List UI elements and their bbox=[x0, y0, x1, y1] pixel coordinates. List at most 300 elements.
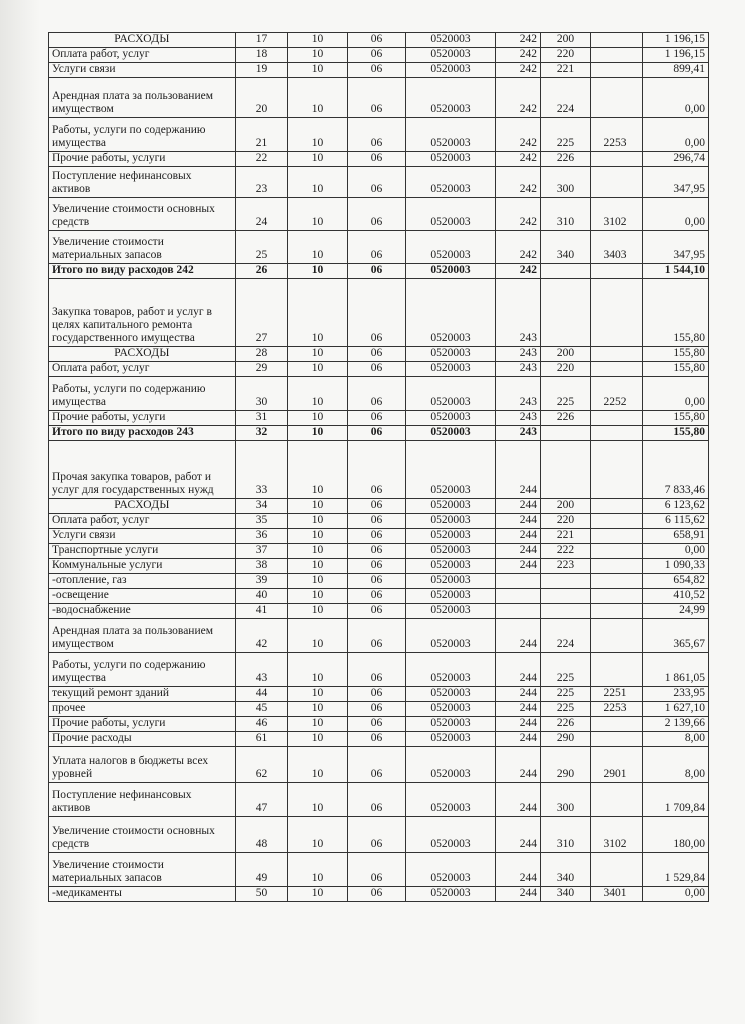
section-code-cell: 10 bbox=[288, 167, 348, 198]
expense-name-cell: Арендная плата за пользованием имуществом bbox=[49, 619, 236, 653]
kosgu-code-cell: 340 bbox=[541, 231, 591, 264]
expense-type-cell bbox=[496, 589, 541, 604]
table-row bbox=[49, 362, 709, 377]
kosgu-code-cell: 225 bbox=[541, 687, 591, 702]
target-article-cell: 0520003 bbox=[406, 702, 496, 717]
line-code-cell: 19 bbox=[236, 63, 288, 78]
expense-type-cell: 244 bbox=[496, 514, 541, 529]
table-row bbox=[49, 152, 709, 167]
expense-type-cell: 244 bbox=[496, 544, 541, 559]
sub-code-cell: 2253 bbox=[591, 702, 643, 717]
line-code-cell: 39 bbox=[236, 574, 288, 589]
table-row bbox=[49, 48, 709, 63]
sub-code-cell bbox=[591, 783, 643, 817]
target-article-cell: 0520003 bbox=[406, 499, 496, 514]
sub-code-cell bbox=[591, 499, 643, 514]
subsection-code-cell: 06 bbox=[348, 78, 406, 118]
expense-type-cell: 242 bbox=[496, 63, 541, 78]
line-code-cell: 40 bbox=[236, 589, 288, 604]
section-code-cell: 10 bbox=[288, 529, 348, 544]
sub-code-cell bbox=[591, 78, 643, 118]
kosgu-code-cell: 200 bbox=[541, 499, 591, 514]
sub-code-cell bbox=[591, 529, 643, 544]
target-article-cell: 0520003 bbox=[406, 514, 496, 529]
sub-code-cell bbox=[591, 544, 643, 559]
line-code-cell: 30 bbox=[236, 377, 288, 411]
amount-cell: 7 833,46 bbox=[643, 441, 709, 499]
line-code-cell: 22 bbox=[236, 152, 288, 167]
sub-code-cell bbox=[591, 559, 643, 574]
section-code-cell: 10 bbox=[288, 887, 348, 902]
line-code-cell: 32 bbox=[236, 426, 288, 441]
sub-code-cell: 3102 bbox=[591, 198, 643, 231]
table-row bbox=[49, 732, 709, 747]
expense-name-cell: Работы, услуги по содержанию имущества bbox=[49, 118, 236, 152]
subsection-code-cell: 06 bbox=[348, 529, 406, 544]
expense-type-cell: 242 bbox=[496, 78, 541, 118]
expense-type-cell: 244 bbox=[496, 732, 541, 747]
sub-code-cell bbox=[591, 152, 643, 167]
kosgu-code-cell: 225 bbox=[541, 377, 591, 411]
target-article-cell: 0520003 bbox=[406, 653, 496, 687]
kosgu-code-cell: 200 bbox=[541, 347, 591, 362]
amount-cell: 6 123,62 bbox=[643, 499, 709, 514]
amount-cell: 1 196,15 bbox=[643, 33, 709, 48]
line-code-cell: 28 bbox=[236, 347, 288, 362]
table-row bbox=[49, 887, 709, 902]
kosgu-code-cell bbox=[541, 279, 591, 347]
sub-code-cell: 3401 bbox=[591, 887, 643, 902]
section-code-cell: 10 bbox=[288, 747, 348, 783]
section-code-cell: 10 bbox=[288, 544, 348, 559]
table-row bbox=[49, 514, 709, 529]
line-code-cell: 45 bbox=[236, 702, 288, 717]
section-code-cell: 10 bbox=[288, 732, 348, 747]
target-article-cell: 0520003 bbox=[406, 717, 496, 732]
line-code-cell: 26 bbox=[236, 264, 288, 279]
kosgu-code-cell bbox=[541, 574, 591, 589]
line-code-cell: 37 bbox=[236, 544, 288, 559]
section-code-cell: 10 bbox=[288, 514, 348, 529]
table-row bbox=[49, 559, 709, 574]
section-code-cell: 10 bbox=[288, 559, 348, 574]
expense-name-cell: -медикаменты bbox=[49, 887, 236, 902]
table-total-row bbox=[49, 264, 709, 279]
section-code-cell: 10 bbox=[288, 589, 348, 604]
line-code-cell: 29 bbox=[236, 362, 288, 377]
kosgu-code-cell: 220 bbox=[541, 48, 591, 63]
target-article-cell: 0520003 bbox=[406, 853, 496, 887]
sub-code-cell bbox=[591, 362, 643, 377]
scan-edge-shadow bbox=[0, 0, 40, 1024]
kosgu-code-cell: 290 bbox=[541, 732, 591, 747]
expense-name-cell: Прочие работы, услуги bbox=[49, 411, 236, 426]
target-article-cell: 0520003 bbox=[406, 377, 496, 411]
sub-code-cell bbox=[591, 574, 643, 589]
subsection-code-cell: 06 bbox=[348, 619, 406, 653]
amount-cell: 6 115,62 bbox=[643, 514, 709, 529]
kosgu-code-cell bbox=[541, 426, 591, 441]
table-row bbox=[49, 279, 709, 347]
expense-type-cell: 244 bbox=[496, 747, 541, 783]
line-code-cell: 43 bbox=[236, 653, 288, 687]
target-article-cell: 0520003 bbox=[406, 687, 496, 702]
sub-code-cell bbox=[591, 732, 643, 747]
target-article-cell: 0520003 bbox=[406, 574, 496, 589]
amount-cell: 1 627,10 bbox=[643, 702, 709, 717]
expense-type-cell: 244 bbox=[496, 702, 541, 717]
sub-code-cell: 2901 bbox=[591, 747, 643, 783]
sub-code-cell bbox=[591, 347, 643, 362]
expense-type-cell: 242 bbox=[496, 33, 541, 48]
expense-type-cell: 242 bbox=[496, 231, 541, 264]
target-article-cell: 0520003 bbox=[406, 63, 496, 78]
section-code-cell: 10 bbox=[288, 198, 348, 231]
sub-code-cell bbox=[591, 279, 643, 347]
kosgu-code-cell bbox=[541, 264, 591, 279]
expense-type-cell: 244 bbox=[496, 441, 541, 499]
amount-cell: 296,74 bbox=[643, 152, 709, 167]
kosgu-code-cell: 310 bbox=[541, 817, 591, 853]
expense-name-cell: Прочие работы, услуги bbox=[49, 717, 236, 732]
line-code-cell: 21 bbox=[236, 118, 288, 152]
expense-name-cell: РАСХОДЫ bbox=[49, 347, 236, 362]
expense-name-cell: Уплата налогов в бюджеты всех уровней bbox=[49, 747, 236, 783]
expense-name-cell: Оплата работ, услуг bbox=[49, 362, 236, 377]
table-row bbox=[49, 544, 709, 559]
amount-cell: 0,00 bbox=[643, 544, 709, 559]
sub-code-cell bbox=[591, 604, 643, 619]
expense-name-cell: прочее bbox=[49, 702, 236, 717]
subsection-code-cell: 06 bbox=[348, 559, 406, 574]
section-code-cell: 10 bbox=[288, 653, 348, 687]
target-article-cell: 0520003 bbox=[406, 118, 496, 152]
line-code-cell: 38 bbox=[236, 559, 288, 574]
kosgu-code-cell: 220 bbox=[541, 362, 591, 377]
table-row bbox=[49, 529, 709, 544]
amount-cell: 24,99 bbox=[643, 604, 709, 619]
expense-name-cell: Поступление нефинансовых активов bbox=[49, 783, 236, 817]
expense-name-cell: -водоснабжение bbox=[49, 604, 236, 619]
section-code-cell: 10 bbox=[288, 441, 348, 499]
kosgu-code-cell: 222 bbox=[541, 544, 591, 559]
expense-name-cell: Итого по виду расходов 243 bbox=[49, 426, 236, 441]
target-article-cell: 0520003 bbox=[406, 78, 496, 118]
amount-cell: 155,80 bbox=[643, 347, 709, 362]
expense-name-cell: Арендная плата за пользованием имуществом bbox=[49, 78, 236, 118]
expense-type-cell bbox=[496, 574, 541, 589]
sub-code-cell bbox=[591, 653, 643, 687]
table-row bbox=[49, 441, 709, 499]
subsection-code-cell: 06 bbox=[348, 687, 406, 702]
subsection-code-cell: 06 bbox=[348, 231, 406, 264]
amount-cell: 0,00 bbox=[643, 198, 709, 231]
target-article-cell: 0520003 bbox=[406, 441, 496, 499]
table-total-row bbox=[49, 426, 709, 441]
kosgu-code-cell: 290 bbox=[541, 747, 591, 783]
expense-type-cell: 244 bbox=[496, 853, 541, 887]
table-row bbox=[49, 118, 709, 152]
kosgu-code-cell bbox=[541, 589, 591, 604]
line-code-cell: 49 bbox=[236, 853, 288, 887]
subsection-code-cell: 06 bbox=[348, 747, 406, 783]
section-code-cell: 10 bbox=[288, 231, 348, 264]
section-code-cell: 10 bbox=[288, 499, 348, 514]
sub-code-cell bbox=[591, 167, 643, 198]
table-row bbox=[49, 702, 709, 717]
expense-type-cell: 243 bbox=[496, 279, 541, 347]
amount-cell: 155,80 bbox=[643, 411, 709, 426]
line-code-cell: 61 bbox=[236, 732, 288, 747]
kosgu-code-cell: 200 bbox=[541, 33, 591, 48]
expense-type-cell: 242 bbox=[496, 118, 541, 152]
amount-cell: 0,00 bbox=[643, 887, 709, 902]
subsection-code-cell: 06 bbox=[348, 574, 406, 589]
section-code-cell: 10 bbox=[288, 152, 348, 167]
section-code-cell: 10 bbox=[288, 574, 348, 589]
expense-type-cell: 244 bbox=[496, 653, 541, 687]
line-code-cell: 18 bbox=[236, 48, 288, 63]
expense-name-cell: Увеличение стоимости материальных запасов bbox=[49, 231, 236, 264]
sub-code-cell bbox=[591, 264, 643, 279]
target-article-cell: 0520003 bbox=[406, 33, 496, 48]
target-article-cell: 0520003 bbox=[406, 426, 496, 441]
amount-cell: 654,82 bbox=[643, 574, 709, 589]
subsection-code-cell: 06 bbox=[348, 362, 406, 377]
table-row bbox=[49, 574, 709, 589]
expense-type-cell: 243 bbox=[496, 347, 541, 362]
subsection-code-cell: 06 bbox=[348, 118, 406, 152]
expense-name-cell: текущий ремонт зданий bbox=[49, 687, 236, 702]
amount-cell: 1 529,84 bbox=[643, 853, 709, 887]
kosgu-code-cell bbox=[541, 604, 591, 619]
sub-code-cell bbox=[591, 589, 643, 604]
kosgu-code-cell bbox=[541, 441, 591, 499]
amount-cell: 1 544,10 bbox=[643, 264, 709, 279]
expense-type-cell: 242 bbox=[496, 152, 541, 167]
target-article-cell: 0520003 bbox=[406, 887, 496, 902]
table-row bbox=[49, 167, 709, 198]
subsection-code-cell: 06 bbox=[348, 653, 406, 687]
subsection-code-cell: 06 bbox=[348, 347, 406, 362]
table-section-row bbox=[49, 347, 709, 362]
expense-name-cell: Прочие расходы bbox=[49, 732, 236, 747]
expense-name-cell: Итого по виду расходов 242 bbox=[49, 264, 236, 279]
target-article-cell: 0520003 bbox=[406, 231, 496, 264]
expense-name-cell: Прочие работы, услуги bbox=[49, 152, 236, 167]
expense-name-cell: Работы, услуги по содержанию имущества bbox=[49, 377, 236, 411]
sub-code-cell bbox=[591, 853, 643, 887]
subsection-code-cell: 06 bbox=[348, 426, 406, 441]
expense-name-cell: Оплата работ, услуг bbox=[49, 48, 236, 63]
expense-name-cell: Услуги связи bbox=[49, 529, 236, 544]
section-code-cell: 10 bbox=[288, 783, 348, 817]
section-code-cell: 10 bbox=[288, 33, 348, 48]
subsection-code-cell: 06 bbox=[348, 264, 406, 279]
target-article-cell: 0520003 bbox=[406, 783, 496, 817]
expense-type-cell: 244 bbox=[496, 783, 541, 817]
kosgu-code-cell: 340 bbox=[541, 853, 591, 887]
table-row bbox=[49, 653, 709, 687]
expense-type-cell: 244 bbox=[496, 529, 541, 544]
expense-type-cell: 244 bbox=[496, 887, 541, 902]
subsection-code-cell: 06 bbox=[348, 167, 406, 198]
table-row bbox=[49, 853, 709, 887]
target-article-cell: 0520003 bbox=[406, 347, 496, 362]
table-row bbox=[49, 619, 709, 653]
amount-cell: 155,80 bbox=[643, 279, 709, 347]
kosgu-code-cell: 220 bbox=[541, 514, 591, 529]
table-row bbox=[49, 717, 709, 732]
amount-cell: 0,00 bbox=[643, 377, 709, 411]
table-body bbox=[49, 33, 709, 902]
line-code-cell: 41 bbox=[236, 604, 288, 619]
line-code-cell: 46 bbox=[236, 717, 288, 732]
expense-name-cell: Оплата работ, услуг bbox=[49, 514, 236, 529]
target-article-cell: 0520003 bbox=[406, 362, 496, 377]
expense-type-cell: 244 bbox=[496, 499, 541, 514]
target-article-cell: 0520003 bbox=[406, 264, 496, 279]
target-article-cell: 0520003 bbox=[406, 198, 496, 231]
subsection-code-cell: 06 bbox=[348, 198, 406, 231]
target-article-cell: 0520003 bbox=[406, 747, 496, 783]
kosgu-code-cell: 223 bbox=[541, 559, 591, 574]
expense-type-cell: 243 bbox=[496, 426, 541, 441]
target-article-cell: 0520003 bbox=[406, 48, 496, 63]
target-article-cell: 0520003 bbox=[406, 544, 496, 559]
target-article-cell: 0520003 bbox=[406, 279, 496, 347]
section-code-cell: 10 bbox=[288, 78, 348, 118]
target-article-cell: 0520003 bbox=[406, 167, 496, 198]
line-code-cell: 34 bbox=[236, 499, 288, 514]
amount-cell: 899,41 bbox=[643, 63, 709, 78]
expense-name-cell: -освещение bbox=[49, 589, 236, 604]
subsection-code-cell: 06 bbox=[348, 717, 406, 732]
section-code-cell: 10 bbox=[288, 279, 348, 347]
expense-type-cell: 243 bbox=[496, 377, 541, 411]
kosgu-code-cell: 300 bbox=[541, 783, 591, 817]
section-code-cell: 10 bbox=[288, 48, 348, 63]
line-code-cell: 35 bbox=[236, 514, 288, 529]
expense-type-cell: 243 bbox=[496, 362, 541, 377]
expense-type-cell: 244 bbox=[496, 687, 541, 702]
kosgu-code-cell: 224 bbox=[541, 78, 591, 118]
amount-cell: 180,00 bbox=[643, 817, 709, 853]
sub-code-cell bbox=[591, 441, 643, 499]
expense-name-cell: Работы, услуги по содержанию имущества bbox=[49, 653, 236, 687]
line-code-cell: 17 bbox=[236, 33, 288, 48]
subsection-code-cell: 06 bbox=[348, 499, 406, 514]
table-row bbox=[49, 604, 709, 619]
line-code-cell: 47 bbox=[236, 783, 288, 817]
subsection-code-cell: 06 bbox=[348, 63, 406, 78]
sub-code-cell bbox=[591, 33, 643, 48]
amount-cell: 1 090,33 bbox=[643, 559, 709, 574]
subsection-code-cell: 06 bbox=[348, 48, 406, 63]
expense-name-cell: Транспортные услуги bbox=[49, 544, 236, 559]
table-row bbox=[49, 747, 709, 783]
subsection-code-cell: 06 bbox=[348, 732, 406, 747]
target-article-cell: 0520003 bbox=[406, 817, 496, 853]
kosgu-code-cell: 226 bbox=[541, 152, 591, 167]
expense-name-cell: -отопление, газ bbox=[49, 574, 236, 589]
kosgu-code-cell: 226 bbox=[541, 717, 591, 732]
target-article-cell: 0520003 bbox=[406, 152, 496, 167]
target-article-cell: 0520003 bbox=[406, 559, 496, 574]
line-code-cell: 23 bbox=[236, 167, 288, 198]
subsection-code-cell: 06 bbox=[348, 887, 406, 902]
amount-cell: 233,95 bbox=[643, 687, 709, 702]
amount-cell: 1 861,05 bbox=[643, 653, 709, 687]
amount-cell: 0,00 bbox=[643, 118, 709, 152]
sub-code-cell bbox=[591, 426, 643, 441]
sub-code-cell bbox=[591, 514, 643, 529]
amount-cell: 8,00 bbox=[643, 747, 709, 783]
subsection-code-cell: 06 bbox=[348, 411, 406, 426]
amount-cell: 155,80 bbox=[643, 362, 709, 377]
amount-cell: 2 139,66 bbox=[643, 717, 709, 732]
line-code-cell: 31 bbox=[236, 411, 288, 426]
section-code-cell: 10 bbox=[288, 411, 348, 426]
table-row bbox=[49, 63, 709, 78]
section-code-cell: 10 bbox=[288, 377, 348, 411]
section-code-cell: 10 bbox=[288, 63, 348, 78]
subsection-code-cell: 06 bbox=[348, 783, 406, 817]
expense-name-cell: РАСХОДЫ bbox=[49, 499, 236, 514]
table-row bbox=[49, 783, 709, 817]
table-row bbox=[49, 687, 709, 702]
target-article-cell: 0520003 bbox=[406, 589, 496, 604]
expense-name-cell: Поступление нефинансовых активов bbox=[49, 167, 236, 198]
subsection-code-cell: 06 bbox=[348, 33, 406, 48]
subsection-code-cell: 06 bbox=[348, 702, 406, 717]
amount-cell: 1 196,15 bbox=[643, 48, 709, 63]
amount-cell: 365,67 bbox=[643, 619, 709, 653]
section-code-cell: 10 bbox=[288, 362, 348, 377]
section-code-cell: 10 bbox=[288, 604, 348, 619]
expense-type-cell: 244 bbox=[496, 717, 541, 732]
section-code-cell: 10 bbox=[288, 853, 348, 887]
expense-type-cell: 242 bbox=[496, 167, 541, 198]
section-code-cell: 10 bbox=[288, 619, 348, 653]
subsection-code-cell: 06 bbox=[348, 514, 406, 529]
kosgu-code-cell: 221 bbox=[541, 529, 591, 544]
section-code-cell: 10 bbox=[288, 717, 348, 732]
sub-code-cell bbox=[591, 48, 643, 63]
sub-code-cell: 2253 bbox=[591, 118, 643, 152]
sub-code-cell: 2252 bbox=[591, 377, 643, 411]
expense-type-cell: 244 bbox=[496, 817, 541, 853]
line-code-cell: 36 bbox=[236, 529, 288, 544]
expense-type-cell bbox=[496, 604, 541, 619]
kosgu-code-cell: 225 bbox=[541, 118, 591, 152]
kosgu-code-cell: 224 bbox=[541, 619, 591, 653]
sub-code-cell bbox=[591, 717, 643, 732]
budget-expenditure-table bbox=[48, 32, 709, 902]
sub-code-cell: 3102 bbox=[591, 817, 643, 853]
expense-name-cell: Прочая закупка товаров, работ и услуг для государственных нужд bbox=[49, 441, 236, 499]
section-code-cell: 10 bbox=[288, 426, 348, 441]
amount-cell: 8,00 bbox=[643, 732, 709, 747]
amount-cell: 410,52 bbox=[643, 589, 709, 604]
sub-code-cell bbox=[591, 63, 643, 78]
line-code-cell: 62 bbox=[236, 747, 288, 783]
table-section-row bbox=[49, 33, 709, 48]
sub-code-cell: 2251 bbox=[591, 687, 643, 702]
expense-type-cell: 242 bbox=[496, 264, 541, 279]
sub-code-cell bbox=[591, 411, 643, 426]
subsection-code-cell: 06 bbox=[348, 589, 406, 604]
